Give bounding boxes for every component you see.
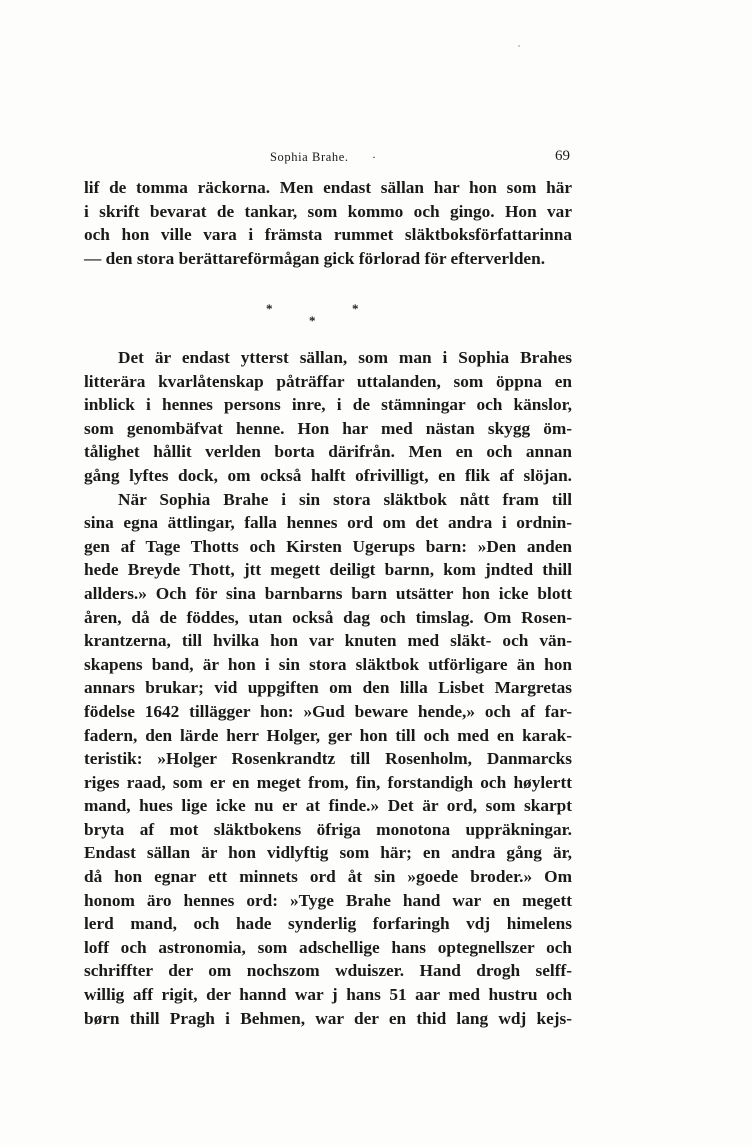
- text-line: födelse 1642 tillägger hon: »Gud beware hende,» och af far-: [84, 701, 572, 721]
- text-line: annars brukar; vid uppgiften om den lilla Lisbet Margretas: [84, 678, 572, 698]
- stray-mark: [518, 45, 520, 47]
- text-line: sina egna ättlingar, falla hennes ord om det andra i ordnin-: [84, 513, 572, 533]
- paragraph-top: [84, 176, 572, 270]
- text-line: børn thill Pragh i Behmen, war der en thid lang wdj kejs-: [84, 1008, 572, 1028]
- text-line: krantzerna, till hvilka hon var knuten med släkt- och vän-: [84, 631, 572, 651]
- text-line: bryta af mot släktbokens öfriga monotona uppräkningar.: [84, 819, 572, 839]
- section-break-star: *: [309, 313, 316, 328]
- text-line: skapens band, är hon i sin stora släktbok utförligare än hon: [84, 654, 572, 674]
- text-line: åren, då de föddes, utan också dag och timslag. Om Rosen-: [84, 607, 572, 627]
- text-line: Det är endast ytterst sällan, som man i Sophia Brahes: [118, 348, 572, 367]
- text-line: fadern, den lärde herr Holger, ger hon till och med en karak-: [84, 725, 572, 745]
- page-header: [84, 147, 572, 171]
- text-line: och hon ville vara i främsta rummet släktboksförfattarinna: [84, 225, 572, 245]
- text-line: lerd mand, och hade synderlig forfaringh vdj himelens: [84, 914, 572, 934]
- page-number: 69: [555, 148, 570, 164]
- text-line: lif de tomma räckorna. Men endast sällan har hon som här: [84, 178, 572, 197]
- text-line: då hon egnar ett minnets ord åt sin »goede broder.» Om: [84, 867, 572, 887]
- text-line: mand, hues lige icke nu er at finde.» Det är ord, som skarpt: [84, 796, 572, 816]
- section-break-star: *: [352, 301, 359, 316]
- text-line: willig aff rigit, der hannd war j hans 51 aar med hustru och: [84, 985, 572, 1005]
- text-line: När Sophia Brahe i sin stora släktbok nått fram till: [118, 489, 572, 509]
- text-line: litterära kvarlåtenskap påträffar uttalanden, som öppna en: [84, 371, 572, 391]
- text-line: tålighet hållit verlden borta därifrån. Men en och annan: [84, 442, 572, 462]
- paragraph-main: [84, 346, 572, 1030]
- text-line: — den stora berättareförmågan gick förlorad för efterverlden.: [84, 248, 546, 268]
- text-line: teristik: »Holger Rosenkrandtz till Rosenholm, Danmarcks: [84, 749, 572, 769]
- text-line: Endast sällan är hon vidlyftig som här; en andra gång är,: [84, 843, 572, 863]
- running-title: Sophia Brahe.: [270, 150, 349, 164]
- text-line: gen af Tage Thotts och Kirsten Ugerups barn: »Den anden: [84, 536, 572, 556]
- header-dot: ·: [372, 150, 376, 164]
- text-line: i skrift bevarat de tankar, som kommo och gingo. Hon var: [84, 201, 572, 221]
- text-line: honom äro hennes ord: »Tyge Brahe hand war en megett: [84, 890, 572, 910]
- text-line: gång lyftes dock, om också halft ofrivilligt, en flik af slöjan.: [84, 465, 572, 485]
- text-line: inblick i hennes persons inre, i de stämningar och känslor,: [84, 395, 572, 415]
- section-break-star: *: [266, 301, 273, 316]
- text-line: loff och astronomia, som adschellige hans optegnellszer och: [84, 937, 572, 957]
- text-line: riges raad, som er en meget from, fin, forstandigh och høylertt: [84, 772, 572, 792]
- text-line: allders.» Och för sina barnbarns barn utsätter hon icke blott: [84, 583, 572, 603]
- text-line: hede Breyde Thott, jtt megett deiligt barnn, kom jndted thill: [84, 560, 572, 580]
- text-line: schriffter der om nochszom wduiszer. Hand drogh selff-: [84, 961, 572, 981]
- text-line: som genombäfvat henne. Hon har med nästan skygg öm-: [84, 418, 572, 438]
